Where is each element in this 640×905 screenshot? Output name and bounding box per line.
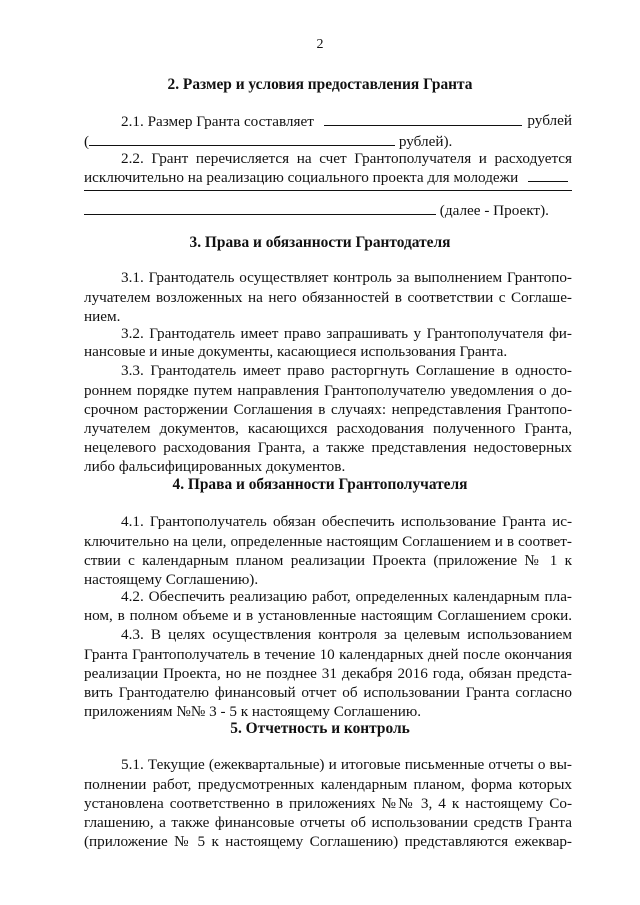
text-line: настоящему Соглашению). [84,571,259,588]
blank-field [324,111,398,126]
text-line: 3.2. Грантодатель имеет право запрашивать у Грантополучателя фи- [121,325,572,342]
text-line: 4.2. Обеспечить реализацию работ, определенных календарным пла- [121,588,572,605]
clause-2-2-line-2 [84,167,572,188]
text-line: вить Грантодателю финансовый отчет об использовании Гранта согласно [84,684,572,701]
clause-2-1-text: 2.1. Размер Гранта составляет [121,113,314,130]
text-line: нансовые и иные документы, касающиеся использования Гранта. [84,343,508,360]
text-line: нецелевого расходования Гранта, а также представления недостоверных [84,439,572,456]
text-line: 4.3. В целях осуществления контроля за целевым использованием [121,626,572,643]
blank-field [528,167,568,182]
text-line: ствии с календарным планом реализации Проекта (приложение № 1 к [84,552,572,569]
text-line: либо фальсифицированных документов. [84,458,346,475]
text-line: 3.3. Грантодатель имеет право расторгнуть Соглашение в односто- [121,362,572,379]
clause-2-2-text: исключительно на реализацию социального проекта для молодежи [84,169,519,186]
text-line: нием. [84,308,121,325]
blank-field [89,131,395,146]
section-5-heading: 5. Отчетность и контроль [230,720,410,737]
clause-2-2-line-4 [84,200,572,221]
section-2-heading: 2. Размер и условия предоставления Гранта [167,76,473,93]
text-line: срочном расторжении Соглашения в случаях: непредставления Грантопо- [84,401,572,418]
text-line: лучателем возложенных на него обязанностей в соответствии с Соглаше- [84,289,572,306]
text-line: роннем порядке путем направления Грантополучателю уведомления о до- [84,382,572,399]
text-line: реализации Проекта, но не позднее 31 декабря 2016 года, обязан предста- [84,665,572,682]
currency-label: рублей). [398,133,453,150]
blank-field [398,111,522,126]
text-line: 5.1. Текущие (ежеквартальные) и итоговые письменные отчеты о вы- [121,756,572,773]
page-number: 2 [316,37,324,52]
text-line: (приложение № 5 к настоящему Соглашению) представляются ежеквар- [84,833,572,850]
blank-field [84,200,436,215]
text-line: глашению, а также финансовые отчеты об использовании средств Гранта [84,814,572,831]
text-line: лучателем документов, касающихся расходования полученного Гранта, [84,420,572,437]
text-line: ном, в полном объеме и в установленные настоящим Соглашением сроки. [84,607,572,624]
project-label: (далее - Проект). [439,202,549,219]
text-line: Гранта Грантополучатель в течение 10 календарных дней после окончания [84,646,572,663]
text-line: установлена соответственно в приложениях №№ 3, 4 к настоящему Со- [84,795,572,812]
blank-line [84,190,572,191]
text-line: ключительно на цели, определенные настоящим Соглашением и в соответ- [84,533,572,550]
currency-label: рублей [527,112,572,129]
open-paren: ( [84,133,90,150]
section-4-heading: 4. Права и обязанности Грантополучателя [172,476,468,493]
clause-2-2-line-1: 2.2. Грант перечисляется на счет Грантополучателя и расходуется [121,150,572,167]
text-line: приложениям №№ 3 - 5 к настоящему Соглашению. [84,703,422,720]
clause-2-1-line-1 [121,111,572,132]
section-3-heading: 3. Права и обязанности Грантодателя [189,234,451,251]
text-line: 3.1. Грантодатель осуществляет контроль за выполнением Грантопо- [121,269,572,286]
text-line: полнении работ, предусмотренных календарным планом, форма которых [84,776,572,793]
text-line: 4.1. Грантополучатель обязан обеспечить использование Гранта ис- [121,513,572,530]
